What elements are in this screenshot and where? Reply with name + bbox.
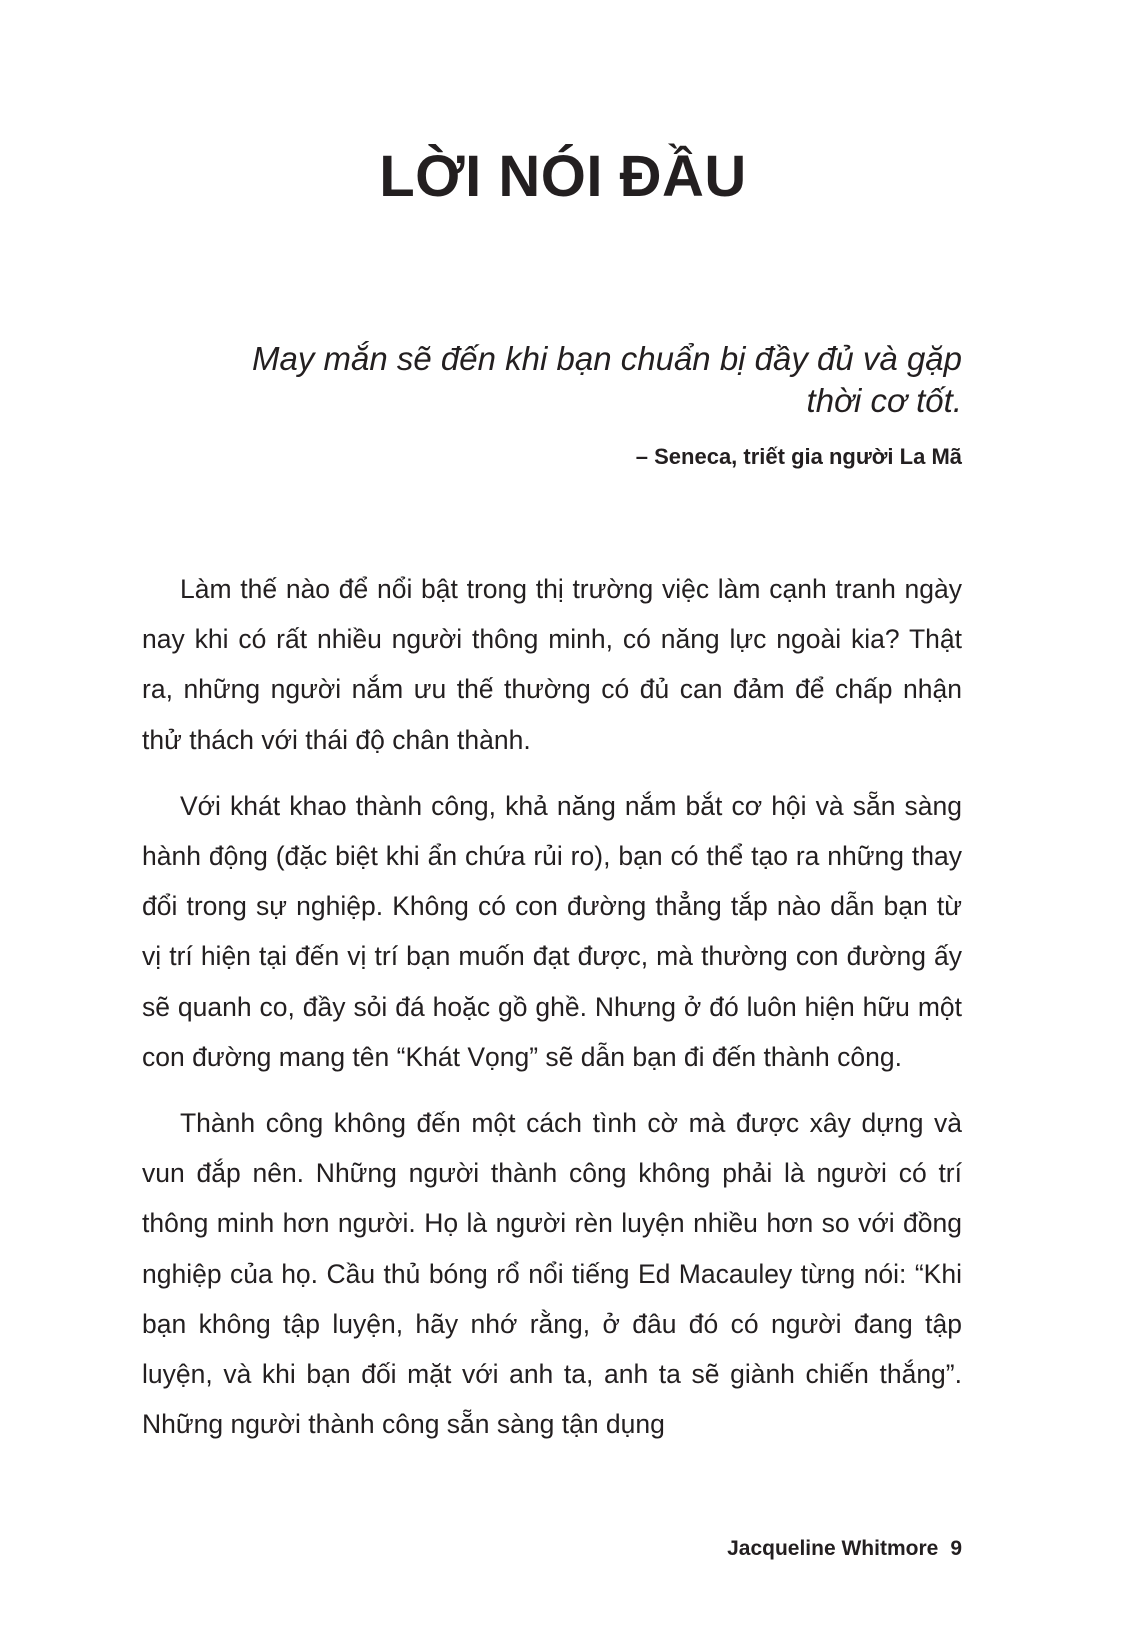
paragraph-1: Làm thế nào để nổi bật trong thị trường việc làm cạnh tranh ngày nay khi có rất nhiều người thông minh, có năng lực ngoài kia? Thật ra, những người nắm ưu thế thường có đủ can đảm để chấp nhận thử thách với thái độ chân thành. <box>142 574 962 755</box>
epigraph-quote: May mắn sẽ đến khi bạn chuẩn bị đầy đủ và gặp thời cơ tốt. <box>252 340 962 419</box>
epigraph-attribution: – Seneca, triết gia người La Mã <box>635 444 962 469</box>
page-number: 9 <box>950 1537 962 1560</box>
chapter-title: LỜI NÓI ĐẦU <box>379 144 747 209</box>
body-text <box>142 564 962 1465</box>
paragraph-2: Với khát khao thành công, khả năng nắm bắt cơ hội và sẵn sàng hành động (đặc biệt khi ẩn chứa rủi ro), bạn có thể tạo ra những thay đổi trong sự nghiệp. Không có con đường thẳng tắp nào dẫn bạn từ vị trí hiện tại đến vị trí bạn muốn đạt được, mà thường con đường ấy sẽ quanh co, đầy sỏi đá hoặc gồ ghề. Nhưng ở đó luôn hiện hữu một con đường mang tên “Khát Vọng” sẽ dẫn bạn đi đến thành công. <box>142 790 962 1072</box>
running-footer-author: Jacqueline Whitmore <box>727 1537 939 1560</box>
paragraph-3: Thành công không đến một cách tình cờ mà được xây dựng và vun đắp nên. Những người thành công không phải là người có trí thông minh hơn người. Họ là người rèn luyện nhiều hơn so với đồng nghiệp của họ. Cầu thủ bóng rổ nổi tiếng Ed Macauley từng nói: “Khi bạn không tập luyện, hãy nhớ rằng, ở đâu đó có người đang tập luyện, và khi bạn đối mặt với anh ta, anh ta sẽ giành chiến thắng”. Những người thành công sẵn sàng tận dụng <box>142 1108 962 1440</box>
page-footer <box>500 1536 962 1562</box>
